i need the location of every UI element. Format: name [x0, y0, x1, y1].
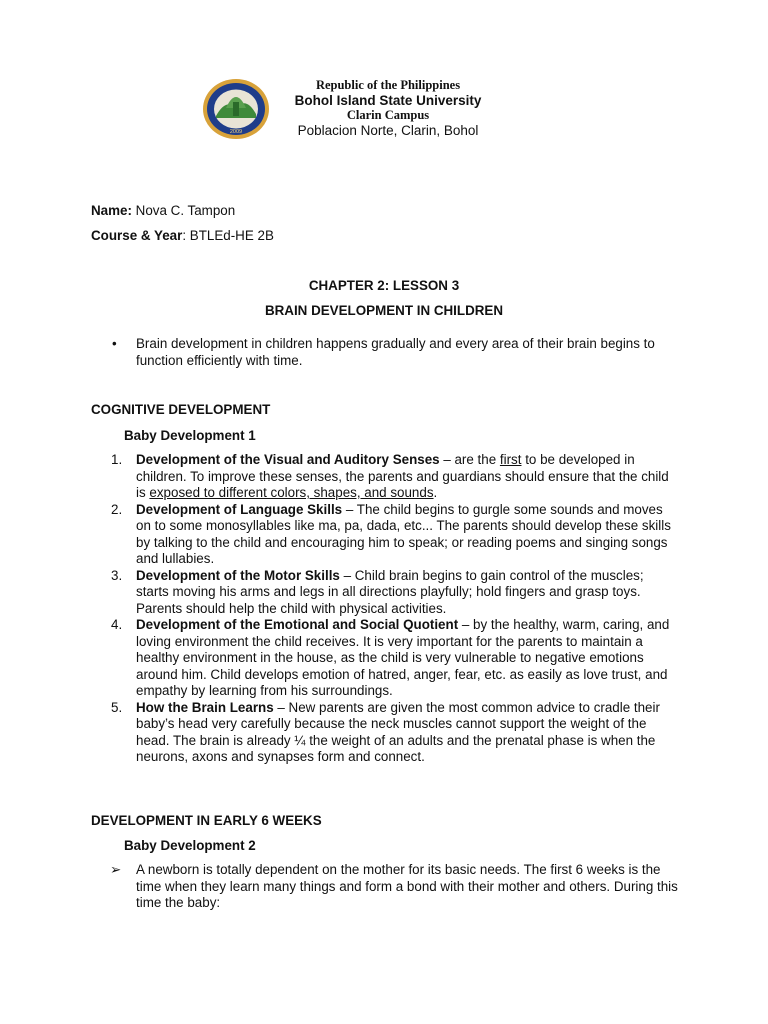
course-label: Course & Year	[91, 228, 183, 243]
list-item	[110, 502, 680, 568]
institution-header	[278, 78, 498, 139]
subtitle-baby-development-2: Baby Development 2	[124, 838, 256, 853]
header-university: Bohol Island State University	[294, 93, 482, 108]
item-heading: Development of the Visual and Auditory Senses	[136, 452, 440, 467]
list-item	[110, 568, 680, 618]
list-item	[110, 862, 680, 912]
cognitive-list	[110, 452, 680, 766]
section-title-early-weeks: DEVELOPMENT IN EARLY 6 WEEKS	[91, 813, 322, 828]
item-text: – The child begins to gurgle some sounds and moves on to some monosyllables like ma, pa, dada, etc... The parents should develop these skills by talking to the child and encouraging him to speak; or reading poems and singing songs and lullabies.	[136, 501, 671, 566]
lesson-title: BRAIN DEVELOPMENT IN CHILDREN	[264, 303, 504, 318]
list-item	[110, 336, 670, 369]
bullet-icon: •	[112, 336, 117, 351]
item-text: – by the healthy, warm, caring, and loving environment the child receives. It is very important for the parents to maintain a healthy environment in the house, as the child is very vulnerable to negative emotions around him. Child develops emotion of hatred, anger, fear, etc. as easily as love trust, and empathy by learning from his surroundings.	[136, 617, 670, 698]
university-seal-icon	[202, 78, 270, 140]
list-item	[110, 700, 680, 766]
item-text: – are the	[439, 452, 500, 467]
section-title-cognitive: COGNITIVE DEVELOPMENT	[91, 402, 271, 417]
header-address: Poblacion Norte, Clarin, Bohol	[297, 123, 479, 138]
intro-text: Brain development in children happens gradually and every area of their brain begins to function efficiently with time.	[136, 336, 655, 368]
item-heading: Development of the Emotional and Social Quotient	[136, 617, 459, 632]
item-text: – New parents are given the most common advice to cradle their baby’s head very carefully because the neck muscles cannot support the weight of the head. The brain is already ¼ the weight of an adults and the prenatal phase is when the neurons, axons and synapses form and connect.	[136, 699, 660, 764]
name-value: Nova C. Tampon	[135, 203, 236, 218]
chapter-heading: CHAPTER 2: LESSON 3	[308, 278, 460, 293]
early-list	[110, 862, 680, 912]
intro-list	[110, 336, 670, 369]
header-campus: Clarin Campus	[346, 108, 430, 122]
item-heading: Development of the Motor Skills	[136, 567, 340, 583]
student-course-line	[91, 228, 274, 245]
name-label: Name:	[91, 203, 132, 218]
course-value: BTLEd-HE 2B	[189, 228, 274, 243]
list-number: 4.	[111, 617, 123, 632]
item-heading: Development of Language Skills	[136, 501, 343, 517]
underlined-text: first	[499, 452, 522, 467]
list-number: 3.	[111, 567, 123, 583]
item-text: – Child brain begins to gain control of the muscles; starts moving his arms and legs in all directions playfully; hold fingers and grasp toys. Parents should help the child with physical activities.	[136, 567, 644, 616]
list-item	[110, 452, 680, 502]
item-heading: How the Brain Learns	[136, 699, 274, 715]
arrow-bullet-icon: ➢	[110, 862, 122, 877]
list-number: 5.	[111, 699, 123, 715]
item-text: .	[433, 485, 438, 500]
early-text: A newborn is totally dependent on the mother for its basic needs. The first 6 weeks is the time when they learn many things and form a bond with their mother and others. During this time the baby:	[136, 862, 678, 910]
course-separator: :	[182, 228, 187, 243]
list-item	[110, 617, 680, 700]
subtitle-baby-development-1: Baby Development 1	[124, 428, 256, 443]
svg-text:2009: 2009	[229, 129, 243, 135]
item-text: to be developed in children. To improve these senses, the parents and guardians should ensure that the child is	[136, 452, 669, 500]
list-number: 1.	[111, 452, 123, 467]
student-name-line	[91, 203, 235, 220]
list-number: 2.	[111, 501, 123, 517]
header-republic: Republic of the Philippines	[315, 78, 461, 92]
underlined-text: exposed to different colors, shapes, and sounds	[149, 485, 434, 500]
